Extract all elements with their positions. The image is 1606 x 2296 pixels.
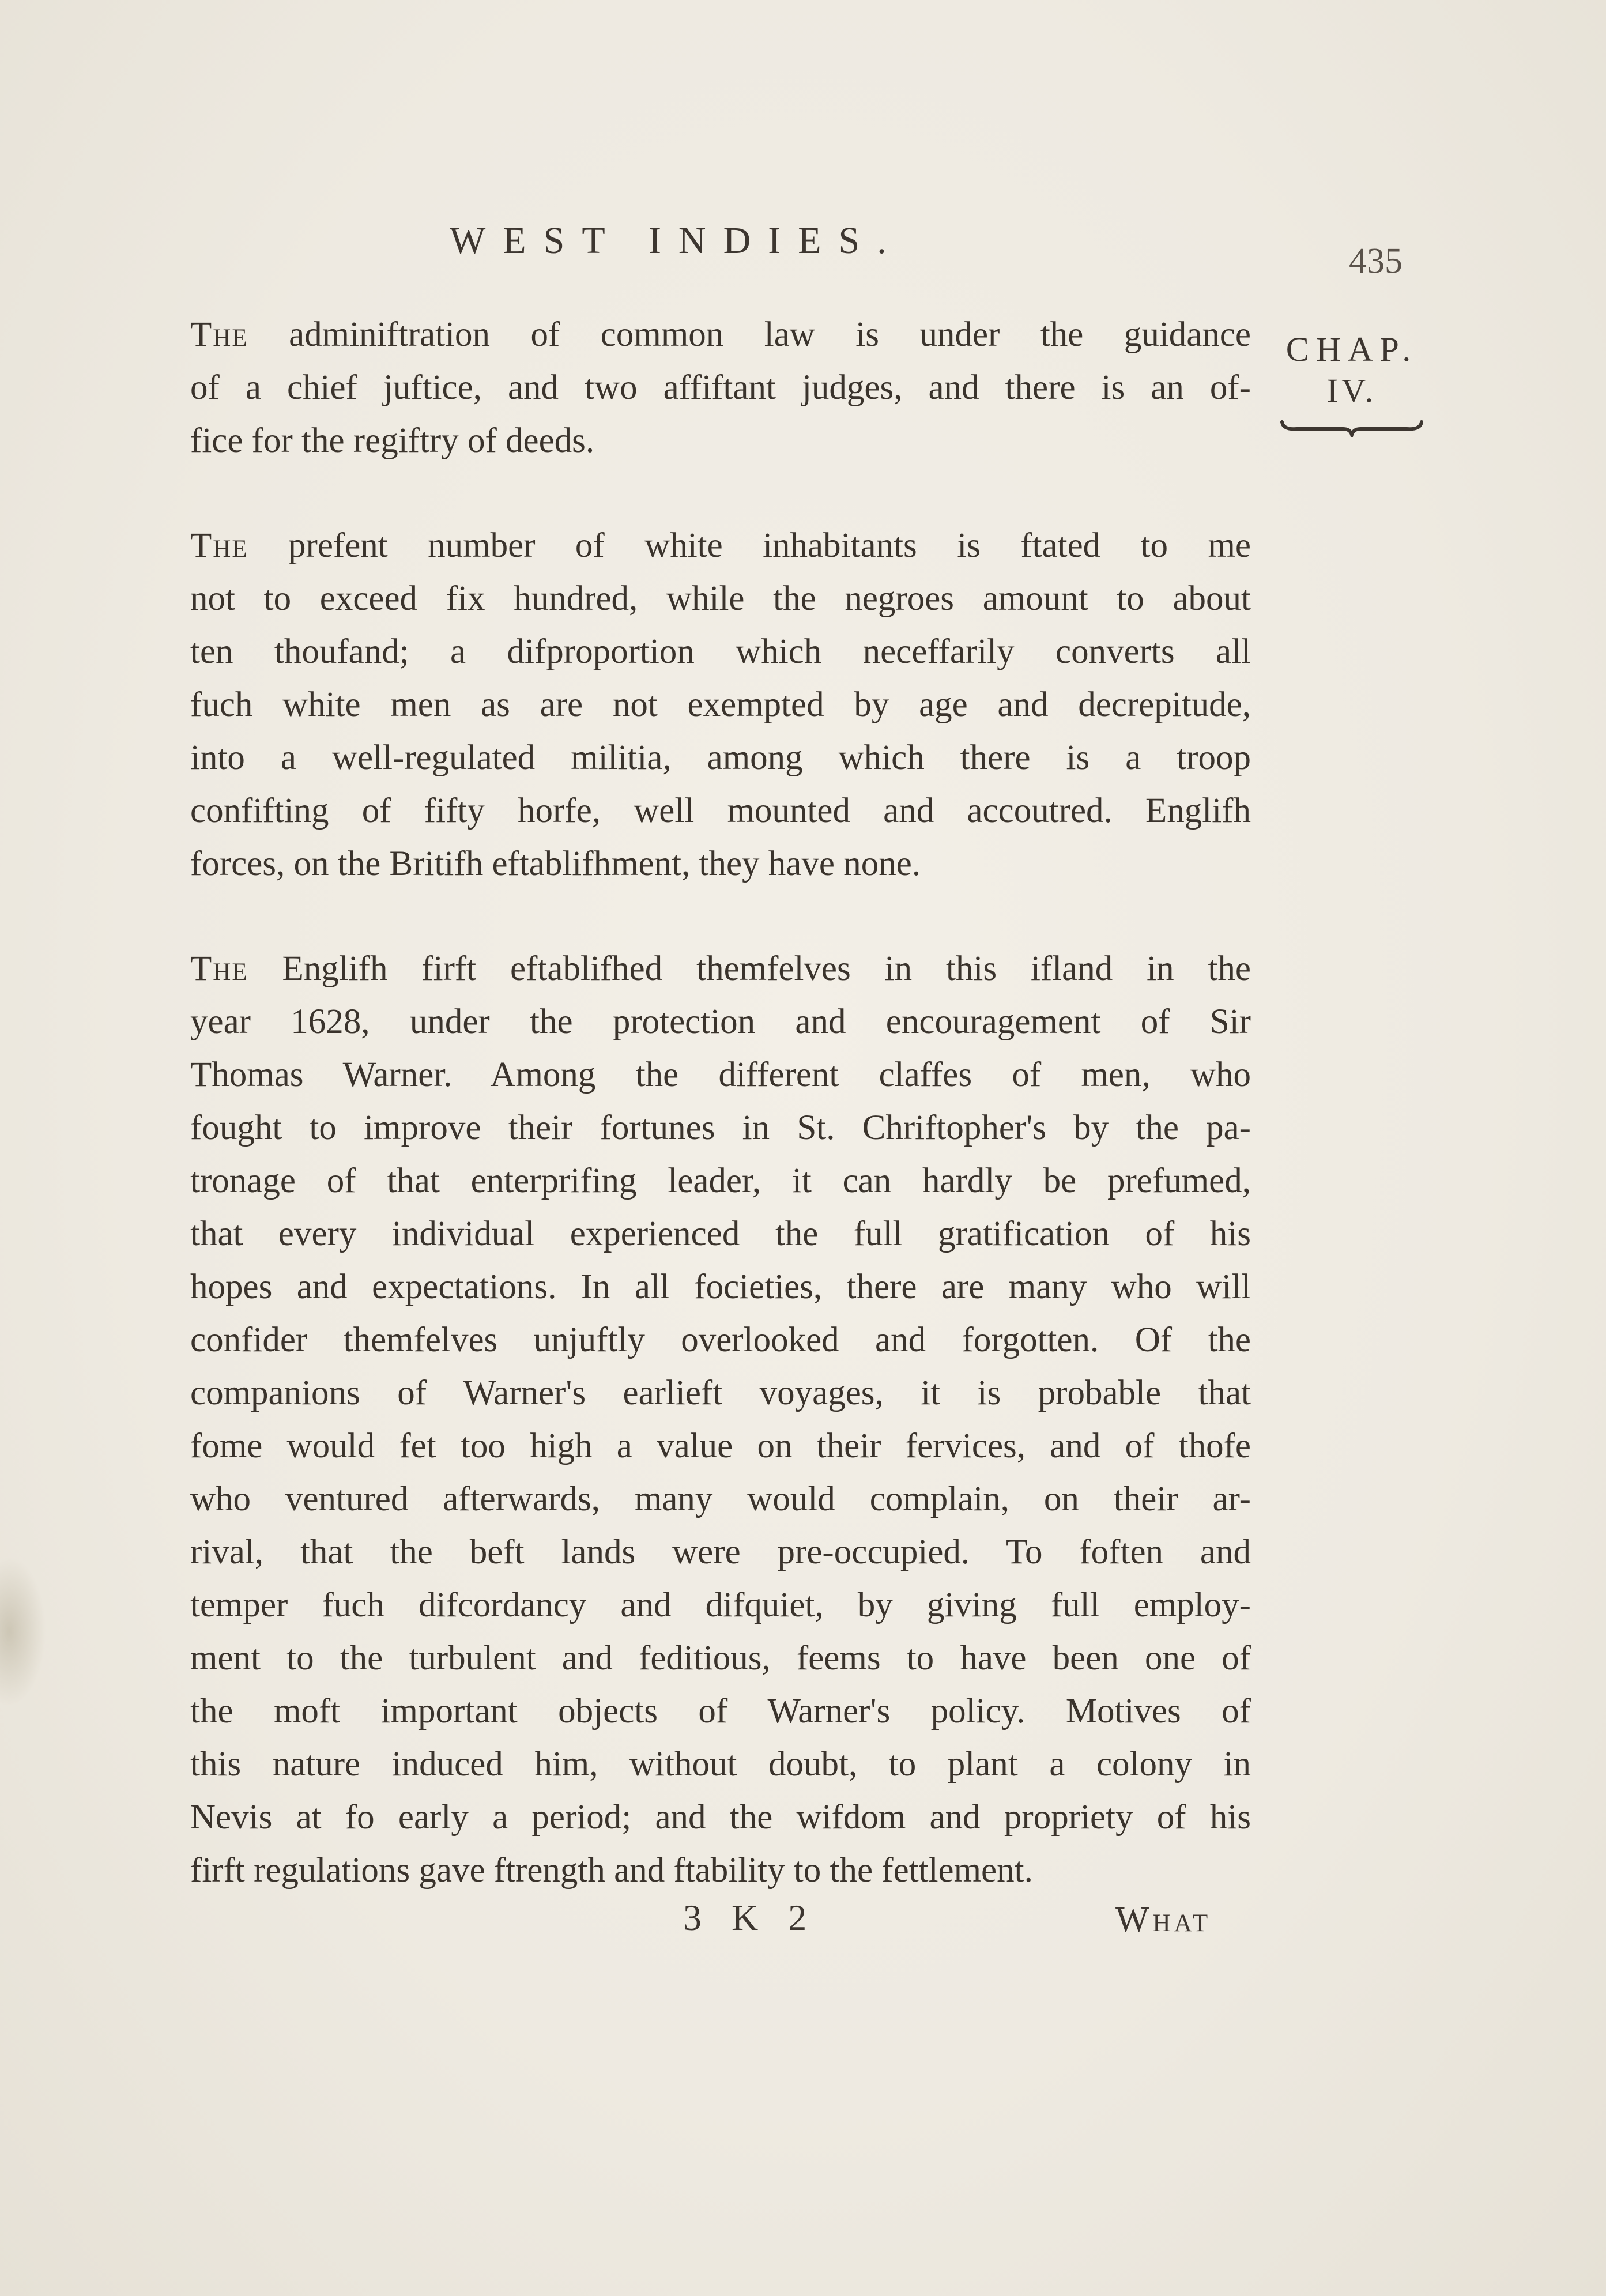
text-line: Thomas Warner. Among the different claffes of men, who: [190, 1055, 1251, 1094]
text-line: companions of Warner's earlieft voyages, it is probable that: [190, 1374, 1251, 1412]
brace-ornament-icon: [1280, 420, 1424, 437]
text-line: ten thoufand; a difproportion which neceffarily converts all: [190, 632, 1251, 671]
text-line: fuch white men as are not exempted by age and decrepitude,: [190, 685, 1251, 724]
text-line: forces, on the Britifh eftablifhment, they have none.: [190, 844, 921, 883]
paragraph-lead: The: [190, 526, 248, 565]
body-text: [190, 308, 1251, 1897]
text-line: not to exceed fix hundred, while the negroes amount to about: [190, 579, 1251, 618]
text-line: that every individual experienced the full gratification of his: [190, 1215, 1251, 1253]
paragraph-2: [190, 519, 1251, 891]
text-line: Nevis at fo early a period; and the wifdom and propriety of his: [190, 1798, 1251, 1837]
text-line: the moft important objects of Warner's policy. Motives of: [190, 1692, 1251, 1731]
text-line: year 1628, under the protection and encouragement of Sir: [190, 1002, 1251, 1041]
paragraph-lead: The: [190, 315, 248, 354]
paragraph-1: [190, 308, 1251, 468]
text-line: hopes and expectations. In all focieties, there are many who will: [190, 1268, 1251, 1306]
text-line: ment to the turbulent and feditious, feems to have been one of: [190, 1639, 1251, 1677]
text-line: rival, that the beft lands were pre-occupied. To foften and: [190, 1533, 1251, 1571]
text-line: temper fuch difcordancy and difquiet, by giving full employ-: [190, 1586, 1251, 1624]
page-stain: [0, 1556, 46, 1706]
signature-mark: 3 K 2: [683, 1897, 817, 1938]
text-line: who ventured afterwards, many would complain, on their ar-: [190, 1480, 1251, 1518]
paragraph-3: [190, 942, 1251, 1897]
text-line: of a chief juftice, and two affiftant judges, and there is an of-: [190, 368, 1251, 407]
text-line: into a well-regulated militia, among which there is a troop: [190, 738, 1251, 777]
running-title: WEST INDIES.: [450, 220, 904, 262]
text-line: fought to improve their fortunes in St. Chriftopher's by the pa-: [190, 1109, 1251, 1147]
chapter-label: CHAP.: [1285, 330, 1418, 368]
page-number: 435: [1349, 242, 1403, 281]
paragraph-lead: The: [190, 949, 248, 988]
text-line: Englifh firft eftablifhed themfelves in this ifland in the: [248, 949, 1251, 988]
text-line: this nature induced him, without doubt, to plant a colony in: [190, 1745, 1251, 1784]
text-line: fice for the regiftry of deeds.: [190, 421, 595, 460]
catchword: What: [1115, 1900, 1212, 1939]
text-line: fome would fet too high a value on their fervices, and of thofe: [190, 1427, 1251, 1465]
text-line: adminiftration of common law is under the guidance: [248, 315, 1251, 354]
text-line: confider themfelves unjuftly overlooked and forgotten. Of the: [190, 1321, 1251, 1359]
text-line: prefent number of white inhabitants is ftated to me: [248, 526, 1251, 565]
text-line: tronage of that enterprifing leader, it can hardly be prefumed,: [190, 1162, 1251, 1200]
chapter-number: IV.: [1326, 372, 1377, 409]
chapter-margin-note: [1271, 329, 1432, 437]
text-line: firft regulations gave ftrength and ftability to the fettlement.: [190, 1851, 1033, 1890]
text-line: confifting of fifty horfe, well mounted and accoutred. Englifh: [190, 791, 1251, 830]
